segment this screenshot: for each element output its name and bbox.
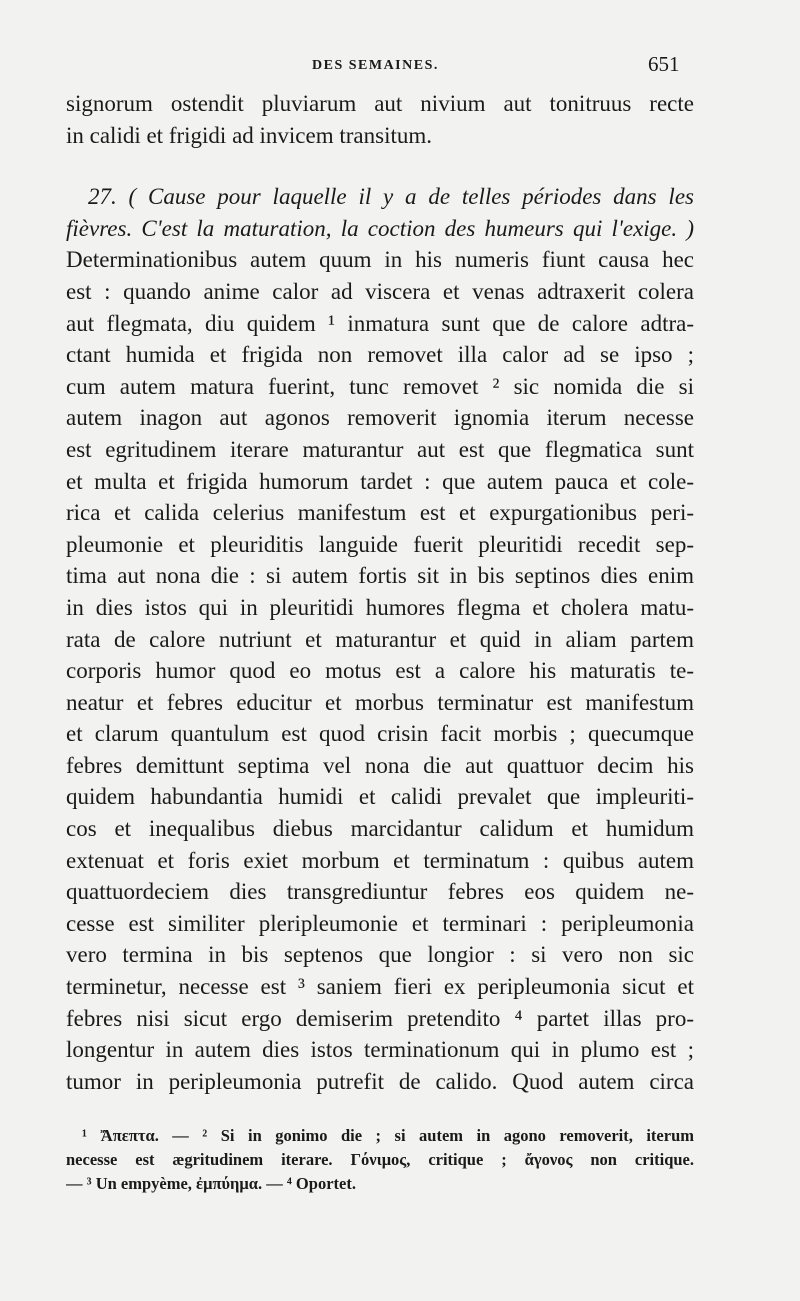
body-line: et multa et frigida humorum tardet : que autem pauca et cole- [66,468,694,494]
body-line: autem inagon aut agonos removerit ignomia iterum necesse [66,405,694,431]
running-head: DES SEMAINES. [312,58,439,73]
body-line: longentur in autem dies istos terminationum qui in plumo est ; [66,1037,694,1063]
body-line: ctant humida et frigida non removet illa calor ad se ipso ; [66,342,694,368]
body-line: cum autem matura fuerint, tunc removet ² sic nomida die si [66,373,694,399]
body-line: est : quando anime calor ad viscera et venas adtraxerit colera [66,278,694,304]
body-line: terminetur, necesse est ³ saniem fieri ex peripleumonia sicut et [66,974,694,1000]
footnote-line: ¹ Ἄπεπτα. — ² Si in gonimo die ; si autem in agono removerit, iterum [82,1126,694,1145]
body-line: signorum ostendit pluviarum aut nivium aut tonitruus recte [66,91,694,116]
body-line: rica et calida celerius manifestum est et expurgationibus peri- [66,500,694,526]
page-header [0,48,800,78]
body-line: extenuat et foris exiet morbum et terminatum : quibus autem [66,847,694,873]
body-line: vero termina in bis septenos que longior : si vero non sic [66,942,694,968]
footnotes [66,1124,694,1196]
body-line: febres nisi sicut ergo demiserim pretendito ⁴ partet illas pro- [66,1005,694,1031]
section-heading-line: fièvres. C'est la maturation, la coction des humeurs qui l'exige. ) [66,215,694,241]
body-line: pleumonie et pleuriditis languide fuerit pleuritidi recedit sep- [66,531,694,557]
body-line: cos et inequalibus diebus marcidantur calidum et humidum [66,816,694,842]
body-line: tima aut nona die : si autem fortis sit in bis septinos dies enim [66,563,694,589]
body-line: corporis humor quod eo motus est a calore his maturatis te- [66,658,694,684]
body-line: Determinationibus autem quum in his numeris fiunt causa hec [66,247,694,273]
body-text [66,88,694,1097]
section-heading-line: 27. ( Cause pour laquelle il y a de telles périodes dans les [88,184,694,210]
body-line: neatur et febres educitur et morbus terminatur est manifestum [66,689,694,715]
body-line: in dies istos qui in pleuritidi humores flegma et cholera matu- [66,594,694,620]
body-line: cesse est similiter pleripleumonie et terminari : peripleumonia [66,910,694,936]
body-line: est egritudinem iterare maturantur aut est que flegmatica sunt [66,436,694,462]
body-line: tumor in peripleumonia putrefit de calido. Quod autem circa [66,1068,694,1094]
footnote-line: necesse est ægritudinem iterare. Γόνιμος, critique ; ἄγονος non critique. [66,1150,694,1169]
body-line: et clarum quantulum est quod crisin facit morbis ; quecumque [66,721,694,747]
footnote-line: — ³ Un empyème, ἐμπύημα. — ⁴ Oportet. [66,1174,356,1193]
body-line: quattuordeciem dies transgrediuntur febres eos quidem ne- [66,879,694,905]
page-number: 651 [648,52,680,76]
body-line: rata de calore nutriunt et maturantur et quid in aliam partem [66,626,694,652]
body-line: quidem habundantia humidi et calidi prevalet que impleuriti- [66,784,694,810]
body-line: aut flegmata, diu quidem ¹ inmatura sunt que de calore adtra- [66,310,694,336]
body-line: in calidi et frigidi ad invicem transitum. [66,122,432,148]
body-line: febres demittunt septima vel nona die aut quattuor decim his [66,752,694,778]
paragraph-gap [66,151,694,181]
